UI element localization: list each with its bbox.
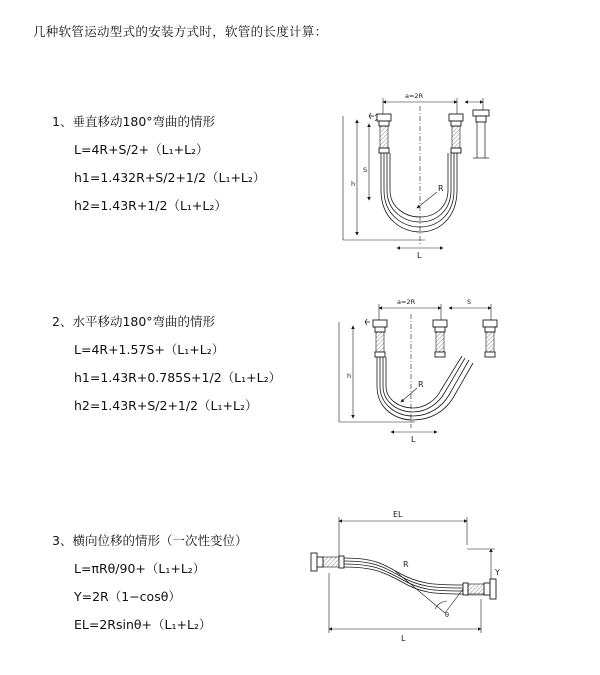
formula-3-1: L=πRθ/90+（L₁+L₂）	[74, 561, 206, 576]
figure-lateral-displacement	[295, 505, 555, 655]
formula-2-2: h1=1.43R+0.785S+1/2（L₁+L₂）	[74, 370, 282, 385]
figure-vertical-180-bend	[305, 80, 555, 270]
section-title-2	[52, 312, 302, 330]
dim-label-R: R	[438, 184, 444, 193]
section-index-3: 3、	[52, 533, 73, 548]
section-lateral-displacement	[0, 495, 600, 655]
section-horizontal-180-bend	[0, 280, 600, 470]
section-heading-3: 横向位移的情形（一次性变位）	[72, 533, 248, 548]
formula-3-3: EL=2Rsinθ+（L₁+L₂）	[74, 617, 212, 632]
dim-label-theta: θ	[445, 611, 449, 619]
formula-2-1: L=4R+1.57S+（L₁+L₂）	[74, 342, 225, 357]
section-index-1: 1、	[52, 114, 73, 129]
section-heading-1: 垂直移动180°弯曲的情形	[72, 114, 216, 129]
section-heading-2: 水平移动180°弯曲的情形	[72, 314, 216, 329]
dim-label-a: a=2R	[405, 92, 424, 100]
section-text-2	[52, 312, 302, 424]
page-title: 几种软管运动型式的安装方式时，软管的长度计算：	[33, 24, 328, 39]
dim-label-h-2: h	[347, 372, 352, 380]
section-index-2: 2、	[52, 314, 73, 329]
dim-label-Y: Y	[495, 568, 500, 577]
dim-label-L-2: L	[411, 435, 416, 444]
formula-1-2: h1=1.432R+S/2+1/2（L₁+L₂）	[74, 170, 266, 185]
dim-label-s: S	[363, 166, 368, 174]
formula-1-3: h2=1.43R+1/2（L₁+L₂）	[74, 198, 227, 213]
section-text-1	[52, 112, 302, 224]
section-title-1	[52, 112, 302, 130]
section-text-3	[52, 531, 302, 643]
dim-label-EL: EL	[393, 510, 403, 519]
dim-label-a-2: a=2R	[397, 298, 416, 306]
dim-label-h: h	[351, 180, 356, 188]
dim-label-L-3: L	[401, 634, 406, 643]
formula-2-3: h2=1.43R+S/2+1/2（L₁+L₂）	[74, 398, 258, 413]
dim-label-R-2: R	[418, 380, 424, 389]
dim-label-L: L	[417, 251, 422, 260]
dim-label-s-2: S	[467, 298, 472, 306]
section-vertical-180-bend	[0, 80, 600, 270]
section-title-3	[52, 531, 302, 549]
formula-1-1: L=4R+S/2+（L₁+L₂）	[74, 142, 209, 157]
dim-label-R-3: R	[403, 560, 409, 569]
formula-3-2: Y=2R（1−cosθ）	[74, 589, 181, 604]
figure-horizontal-180-bend	[305, 290, 555, 470]
